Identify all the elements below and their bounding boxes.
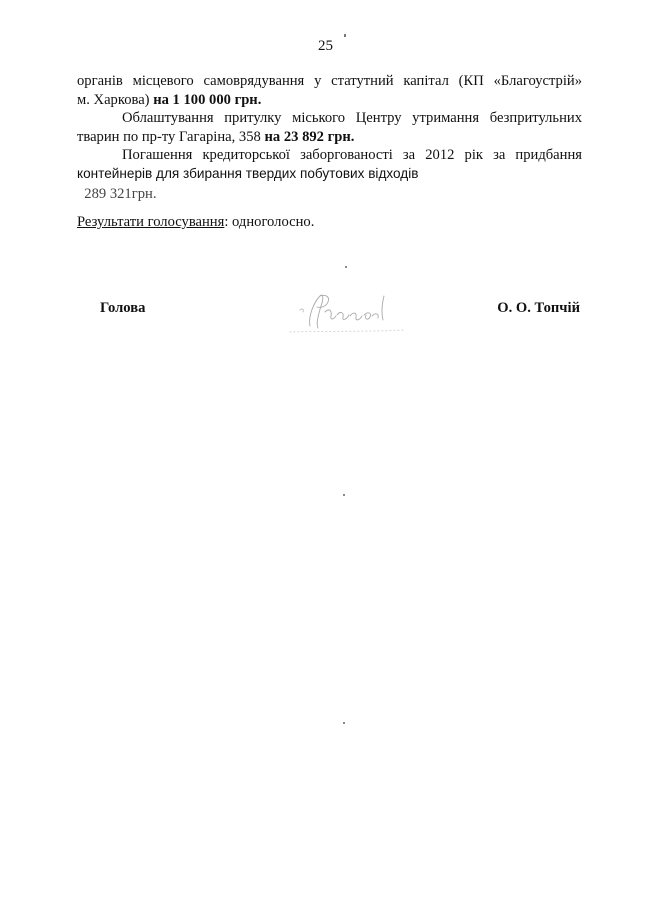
scan-speck: [345, 266, 347, 268]
signature-row: [0, 300, 646, 340]
paragraph-2-line-1: Облаштування притулку міського Центру утримання безпритульних: [122, 110, 582, 126]
vote-result: [77, 214, 314, 231]
amount-3: 289 321грн.: [77, 186, 157, 202]
scan-mark: [344, 34, 346, 37]
scan-speck: [343, 722, 345, 724]
handwritten-signature: [280, 288, 410, 338]
chair-title: Голова: [100, 300, 146, 316]
paragraph-1-line-1: органів місцевого самоврядування у статутний капітал (КП «Благоустрій»: [77, 73, 582, 89]
amount-2: на 23 892 грн.: [264, 128, 355, 145]
chair-name: О. О. Топчій: [497, 300, 580, 316]
scan-speck: [343, 494, 345, 496]
paragraph-3-line-1: Погашення кредиторської заборгованості за 2012 рік за придбання: [122, 147, 582, 163]
document-body: [77, 72, 582, 204]
vote-label: Результати голосування: [77, 214, 225, 230]
amount-1: на 1 100 000 грн.: [153, 91, 262, 108]
paragraph-1-line-2: м. Харкова) на 1 100 000 грн.: [77, 91, 262, 108]
paragraph-2: [77, 109, 582, 146]
paragraph-3-line-3: [77, 185, 582, 204]
paragraph-3-line-2: контейнерів для збирання твердих побутових відходів: [77, 165, 419, 181]
paragraph-3: [77, 146, 582, 204]
paragraph-2-line-2: тварин по пр-ту Гагаріна, 358 на 23 892 грн.: [77, 128, 355, 145]
vote-value: : одноголосно.: [224, 214, 315, 230]
page-number: 25: [318, 38, 333, 54]
paragraph-1: [77, 72, 582, 109]
